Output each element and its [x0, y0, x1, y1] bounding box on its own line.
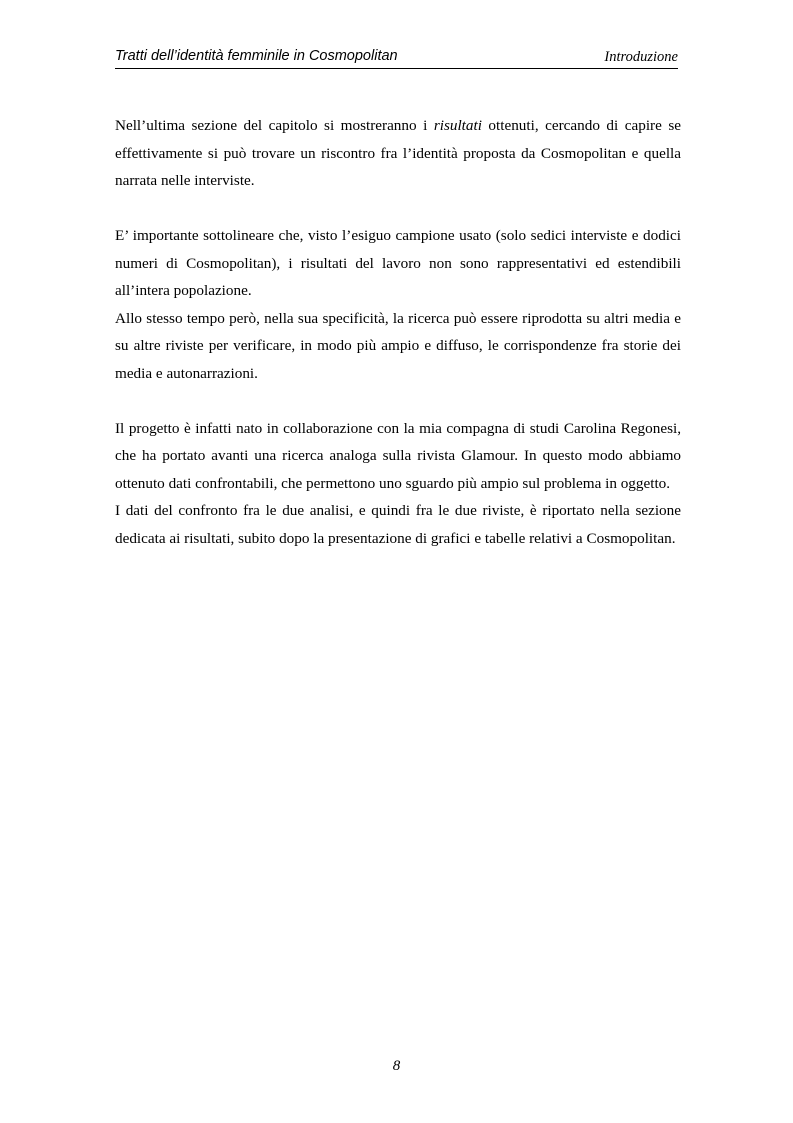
- paragraph-results-end: ottenuti, cercando di capire se effettivamente si può trovare un riscontro fra l’identità proposta da Cosmopolitan e quella narrata nelle interviste.: [115, 117, 681, 189]
- running-title: Tratti dell’identità femminile in Cosmopolitan: [115, 48, 398, 64]
- section-title: Introduzione: [604, 49, 678, 65]
- paragraph-collaboration: Il progetto è infatti nato in collaborazione con la mia compagna di studi Carolina Regonesi, che ha portato avanti una ricerca analoga sulla rivista Glamour. In questo modo abbiamo ottenuto dati confrontabili, che permettono uno sguardo più ampio sul problema in oggetto.: [115, 419, 681, 492]
- paragraph-results: [115, 112, 681, 195]
- paragraph-sample-limits: E’ importante sottolineare che, visto l’esiguo campione usato (solo sedici interviste e dodici numeri di Cosmopolitan), i risultati del lavoro non sono rappresentativi ed estendibili all’intera popolazione.: [115, 227, 681, 299]
- paragraph-reproducibility: Allo stesso tempo però, nella sua specificità, la ricerca può essere riprodotta su altri media e su altre riviste per verificare, in modo più ampio e diffuso, le corrispondenze fra storie dei media e autonarrazioni.: [115, 309, 681, 382]
- header-divider: [115, 68, 678, 69]
- paragraph-results-start: Nell’ultima sezione del capitolo si mostreranno i: [115, 117, 434, 134]
- emphasis-risultati: risultati: [433, 117, 482, 134]
- main-text: [115, 112, 681, 552]
- page-header: [115, 46, 678, 68]
- page-number: 8: [392, 1058, 401, 1074]
- paragraph-comparison: I dati del confronto fra le due analisi, e quindi fra le due riviste, è riportato nella sezione dedicata ai risultati, subito dopo la presentazione di grafici e tabelle relativi a Cosmopolitan.: [115, 502, 681, 547]
